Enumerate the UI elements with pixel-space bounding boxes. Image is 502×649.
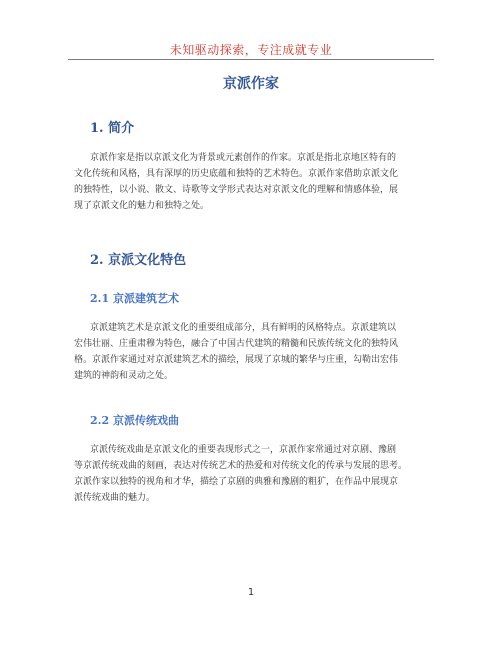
- page-number: 1: [247, 587, 255, 598]
- paragraph-line: 京派建筑艺术是京派文化的重要组成部分，具有鲜明的风格特点。京派建筑以: [90, 323, 397, 333]
- header-divider: [68, 59, 434, 60]
- subsection-heading-architecture: 2.1 京派建筑艺术: [90, 292, 179, 305]
- page-header: 未知驱动探索，专注成就专业: [169, 43, 333, 57]
- section-heading-intro: 1. 简介: [90, 121, 135, 136]
- section-paragraph-intro: [74, 150, 434, 214]
- subsection-paragraph-architecture: [74, 320, 434, 384]
- paragraph-line: 现了京派文化的魅力和独特之处。: [74, 201, 210, 211]
- paragraph-line: 京派作家是指以京派文化为背景或元素创作的作家。京派是指北京地区特有的: [90, 153, 397, 163]
- subsection-heading-opera: 2.2 京派传统戏曲: [90, 414, 179, 427]
- paragraph-line: 京派传统戏曲是京派文化的重要表现形式之一，京派作家常通过对京剧、豫剧: [90, 445, 397, 455]
- paragraph-line: 京派作家以独特的视角和才华，描绘了京剧的典雅和豫剧的粗犷，在作品中展现京: [74, 477, 399, 487]
- paragraph-line: 派传统戏曲的魅力。: [74, 493, 156, 503]
- subsection-paragraph-opera: [74, 442, 434, 506]
- document-title: 京派作家: [223, 76, 279, 92]
- section-heading-culture: 2. 京派文化特色: [90, 253, 187, 268]
- paragraph-line: 文化传统和风格，具有深厚的历史底蕴和独特的艺术特色。京派作家借助京派文化: [74, 169, 399, 179]
- paragraph-line: 的独特性，以小说、散文、诗歌等文学形式表达对京派文化的理解和情感体验，展: [74, 185, 399, 195]
- paragraph-line: 等京派传统戏曲的刻画，表达对传统艺术的热爱和对传统文化的传承与发展的思考。: [74, 461, 408, 471]
- paragraph-line: 宏伟壮丽、庄重肃穆为特色，融合了中国古代建筑的精髓和民族传统文化的独特风: [74, 339, 399, 349]
- paragraph-line: 格。京派作家通过对京派建筑艺术的描绘，展现了京城的繁华与庄重，勾勒出宏伟: [74, 355, 399, 365]
- paragraph-line: 建筑的神韵和灵动之处。: [74, 371, 174, 381]
